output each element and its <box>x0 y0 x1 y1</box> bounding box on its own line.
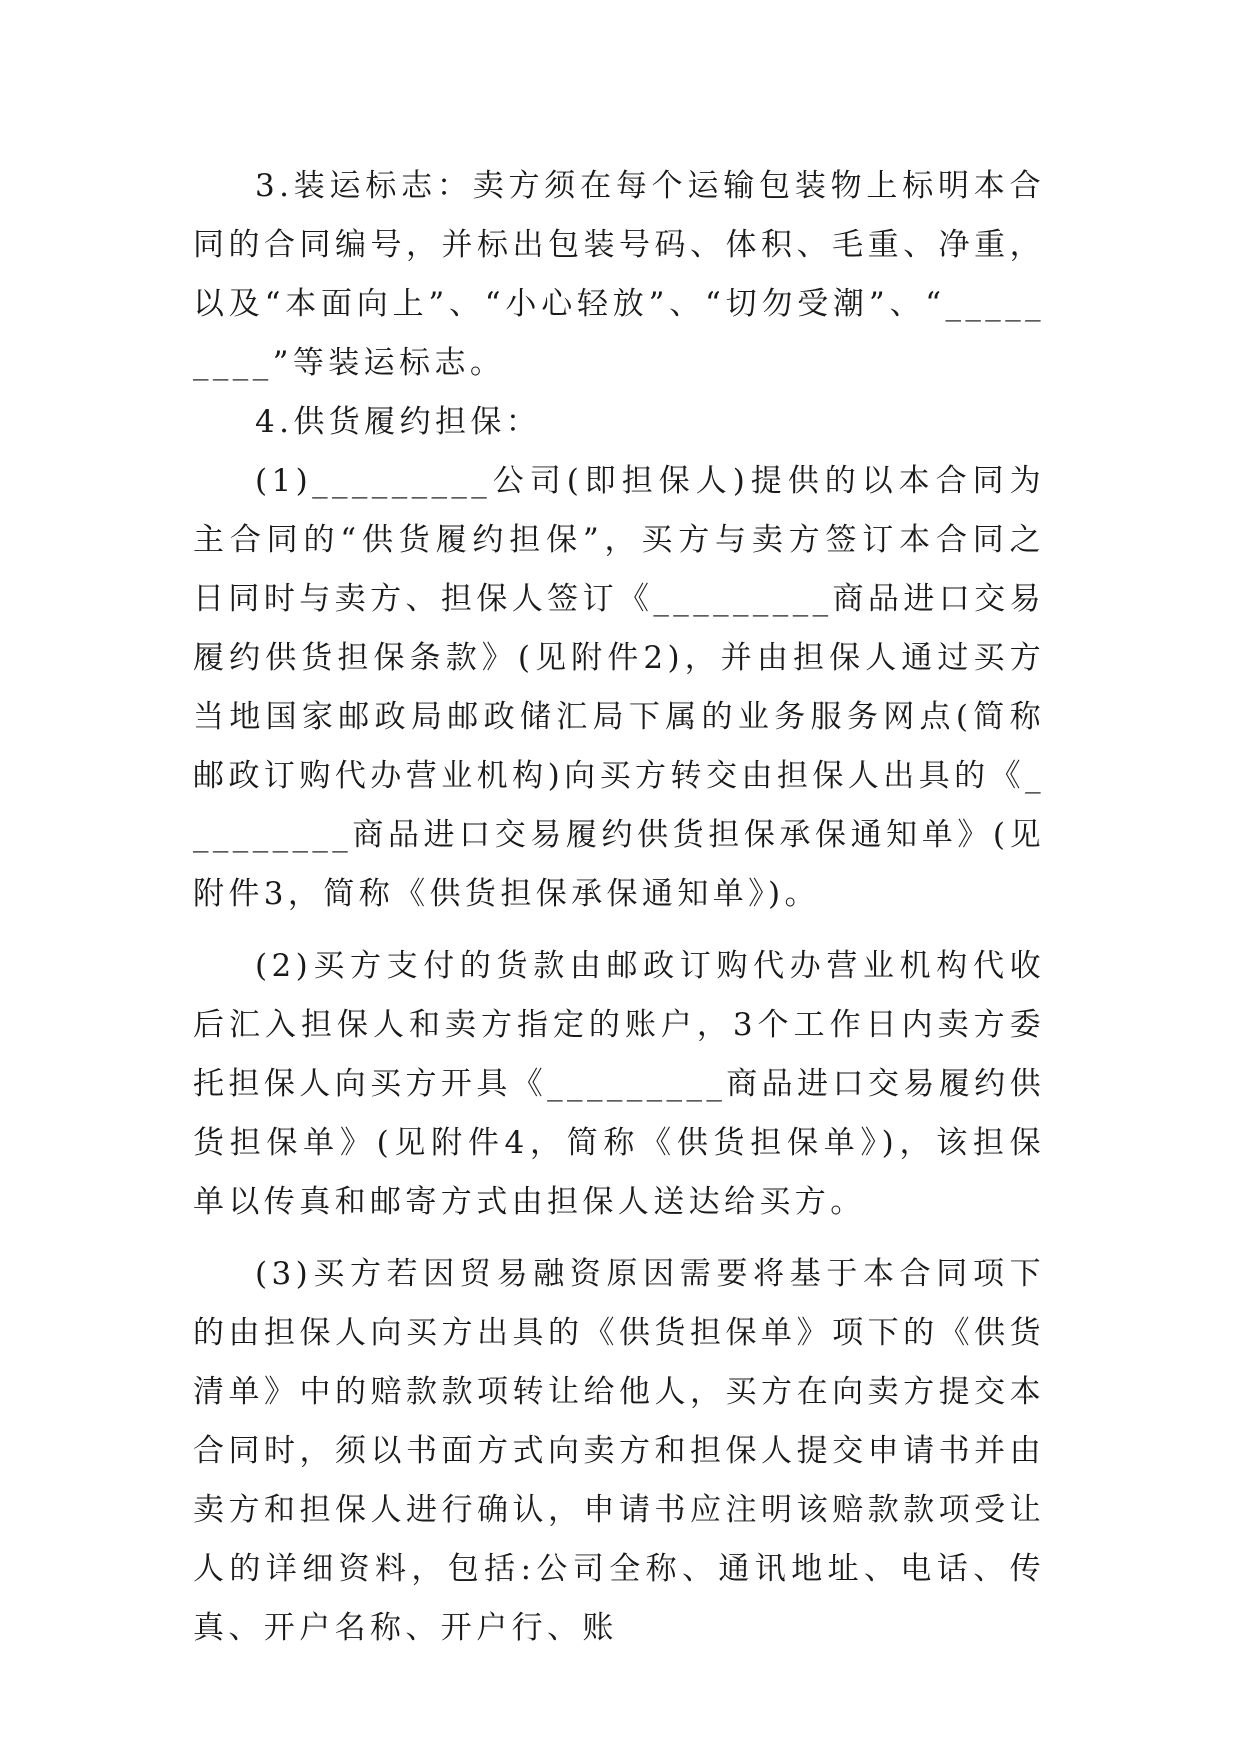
paragraph-guarantee-clause-3: (3)买方若因贸易融资原因需要将基于本合同项下的由担保人向买方出具的《供货担保单》项下的《供货清单》中的赔款款项转让给他人，买方在向卖方提交本合同时，须以书面方式向卖方和担保人提交申请书并由卖方和担保人进行确认，申请书应注明该赔款款项受让人的详细资料，包括:公司全称、通讯地址、电话、传真、开户名称、开户行、账 <box>193 1256 1045 1646</box>
paragraph-shipping-marks: 3.装运标志：卖方须在每个运输包装物上标明本合同的合同编号，并标出包装号码、体积、毛重、净重，以及“本面向上”、“小心轻放”、“切勿受潮”、“_________”等装运标志。 <box>193 168 1045 381</box>
paragraph-guarantee-clause-2: (2)买方支付的货款由邮政订购代办营业机构代收后汇入担保人和卖方指定的账户，3个工作日内卖方委托担保人向买方开具《_________商品进口交易履约供货担保单》(见附件4，简称《供货担保单》)，该担保单以传真和邮寄方式由担保人送达给买方。 <box>193 948 1045 1220</box>
paragraph-guarantee-clause-1: (1)_________公司(即担保人)提供的以本合同为主合同的“供货履约担保”，买方与卖方签订本合同之日同时与卖方、担保人签订《_________商品进口交易履约供货担保条款》(见附件2)，并由担保人通过买方当地国家邮政局邮政储汇局下属的业务服务网点(简称邮政订购代办营业机构)向买方转交由担保人出具的《_________商品进口交易履约供货担保承保通知单》(见附件3，简称《供货担保承保通知单》)。 <box>193 463 1045 912</box>
document-body <box>193 157 1045 1658</box>
paragraph-supply-guarantee-heading: 4.供货履约担保： <box>255 404 542 440</box>
